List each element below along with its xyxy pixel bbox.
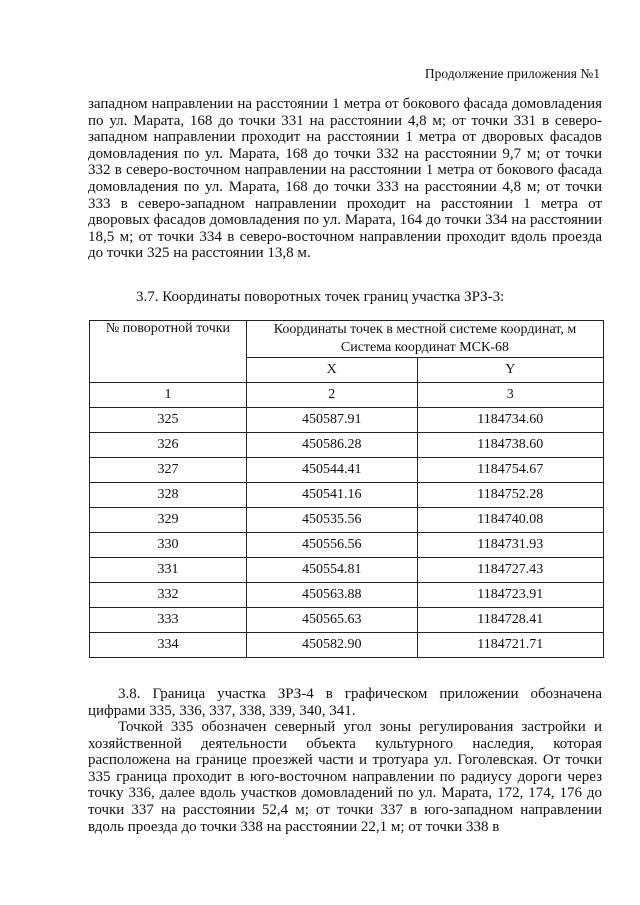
x-cell: 450586.28 bbox=[246, 433, 417, 458]
x-cell: 450554.81 bbox=[246, 558, 417, 583]
point-cell: 326 bbox=[90, 433, 247, 458]
x-cell: 450541.16 bbox=[246, 483, 417, 508]
paragraph-section-3-8: 3.8. Граница участка ЗРЗ-4 в графическом приложении обозначена цифрами 335, 336, 337, 338, 339, 340, 341. bbox=[88, 686, 602, 719]
column-number-2: 2 bbox=[246, 383, 417, 408]
x-cell: 450565.63 bbox=[246, 608, 417, 633]
column-number-1: 1 bbox=[90, 383, 247, 408]
y-cell: 1184721.71 bbox=[417, 633, 604, 658]
paragraph-continuation: западном направлении на расстоянии 1 метра от бокового фасада домовладения по ул. Марата, 168 до точки 331 на расстоянии 4,8 м; от точки 331 в северо-западном направлении проходит на расстоянии 1 метра от дворовых фасадов домовладения по ул. Марата, 168 до точки 332 на расстоянии 9,7 м; от точки 332 в северо-восточном направлении на расстоянии 1 метра от бокового фасада домовладения по ул. Марата, 168 до точки 333 на расстоянии 4,8 м; от точки 333 в северо-западном направлении проходит на расстоянии 1 метра от дворовых фасадов домовладения по ул. Марата, 164 до точки 334 на расстоянии 18,5 м; от точки 334 в северо-восточном направлении проходит вдоль проезда до точки 325 на расстоянии 13,8 м. bbox=[88, 96, 602, 262]
table-row bbox=[90, 458, 604, 483]
point-cell: 329 bbox=[90, 508, 247, 533]
table-row bbox=[90, 583, 604, 608]
table-row bbox=[90, 533, 604, 558]
paragraph-point-335: Точкой 335 обозначен северный угол зоны регулирования застройки и хозяйственной деятельности объекта культурного наследия, которая расположена на границе проезжей части и тротуара ул. Гоголевская. От точки 335 граница проходит в юго-восточном направлении по радиусу дороги через точку 336, далее вдоль участков домовладений по ул. Марата, 172, 174, 176 до точки 337 на расстоянии 52,4 м; от точки 337 в юго-западном направлении вдоль проезда до точки 338 на расстоянии 22,1 м; от точки 338 в bbox=[88, 719, 602, 835]
point-cell: 332 bbox=[90, 583, 247, 608]
y-cell: 1184734.60 bbox=[417, 408, 604, 433]
x-cell: 450535.56 bbox=[246, 508, 417, 533]
table-header-row bbox=[90, 321, 604, 358]
table-row bbox=[90, 633, 604, 658]
y-cell: 1184731.93 bbox=[417, 533, 604, 558]
x-cell: 450563.88 bbox=[246, 583, 417, 608]
y-cell: 1184728.41 bbox=[417, 608, 604, 633]
point-cell: 327 bbox=[90, 458, 247, 483]
table-numbering-row bbox=[90, 383, 604, 408]
table-row bbox=[90, 433, 604, 458]
x-cell: 450556.56 bbox=[246, 533, 417, 558]
y-cell: 1184752.28 bbox=[417, 483, 604, 508]
y-cell: 1184740.08 bbox=[417, 508, 604, 533]
header-y: Y bbox=[417, 358, 604, 383]
table-row bbox=[90, 408, 604, 433]
y-cell: 1184727.43 bbox=[417, 558, 604, 583]
point-cell: 334 bbox=[90, 633, 247, 658]
y-cell: 1184754.67 bbox=[417, 458, 604, 483]
table-row bbox=[90, 508, 604, 533]
table-row bbox=[90, 483, 604, 508]
y-cell: 1184738.60 bbox=[417, 433, 604, 458]
point-cell: 333 bbox=[90, 608, 247, 633]
y-cell: 1184723.91 bbox=[417, 583, 604, 608]
x-cell: 450587.91 bbox=[246, 408, 417, 433]
point-cell: 328 bbox=[90, 483, 247, 508]
header-point-number: № поворотной точки bbox=[90, 321, 247, 383]
header-x: X bbox=[246, 358, 417, 383]
header-coordinates: Координаты точек в местной системе координат, м Система координат МСК-68 bbox=[246, 321, 603, 358]
table-row bbox=[90, 608, 604, 633]
coordinates-table bbox=[89, 320, 604, 658]
column-number-3: 3 bbox=[417, 383, 604, 408]
table-row bbox=[90, 558, 604, 583]
point-cell: 325 bbox=[90, 408, 247, 433]
section-heading-3-7: 3.7. Координаты поворотных точек границ участка ЗРЗ-3: bbox=[136, 289, 505, 305]
page-header: Продолжение приложения №1 bbox=[424, 66, 600, 81]
point-cell: 330 bbox=[90, 533, 247, 558]
point-cell: 331 bbox=[90, 558, 247, 583]
x-cell: 450582.90 bbox=[246, 633, 417, 658]
x-cell: 450544.41 bbox=[246, 458, 417, 483]
